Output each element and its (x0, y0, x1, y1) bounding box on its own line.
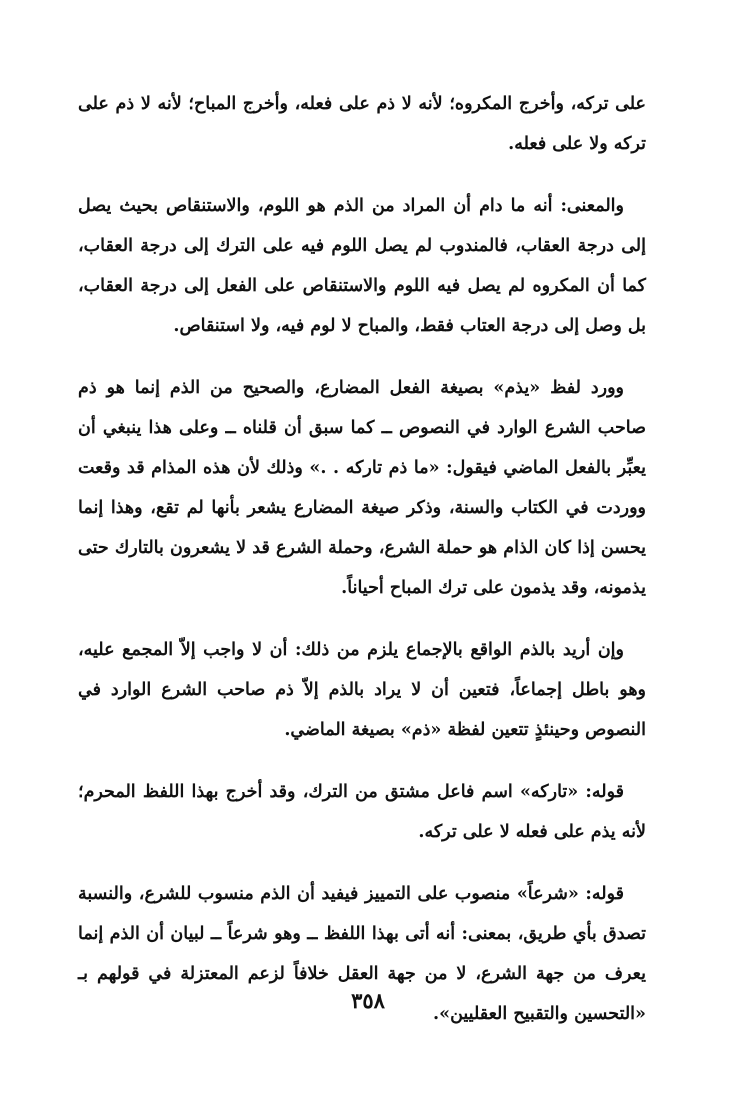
paragraph-meaning: والمعنى: أنه ما دام أن المراد من الذم هو اللوم، والاستنقاص بحيث يصل إلى درجة العقاب، فالمندوب لم يصل اللوم فيه على الترك إلى درجة العقاب، كما أن المكروه لم يصل فيه اللوم والاستنقاص على الفعل إلى درجة العقاب، بل وصل إلى درجة العتاب فقط، والمباح لا لوم فيه، ولا استنقاص. (78, 196, 646, 336)
page-number: ٣٥٨ (351, 988, 385, 1013)
paragraph-yadhum-wording: وورد لفظ «يذم» بصيغة الفعل المضارع، والصحيح من الذم إنما هو ذم صاحب الشرع الوارد في النصوص ــ كما سبق أن قلناه ــ وعلى هذا ينبغي أن يعبِّر بالفعل الماضي فيقول: «ما ذم تاركه . .» وذلك لأن هذه المذام قد وقعت ووردت في الكتاب والسنة، وذكر صيغة المضارع يشعر بأنها لم تقع، وهذا إنما يحسن إذا كان الذام هو حملة الشرع، وحملة الشرع قد لا يشعرون بالتارك حتى يذمونه، وقد يذمون على ترك المباح أحياناً. (78, 378, 646, 598)
paragraph-consensus: وإن أريد بالذم الواقع بالإجماع يلزم من ذلك: أن لا واجب إلاّ المجمع عليه، وهو باطل إجماعاً، فتعين أن لا يراد بالذم إلاّ ذم صاحب الشرع الوارد في النصوص وحينئذٍ تتعين لفظة «ذم» بصيغة الماضي. (78, 640, 646, 740)
paragraph-tarikuhu: قوله: «تاركه» اسم فاعل مشتق من الترك، وقد أخرج بهذا اللفظ المحرم؛ لأنه يذم على فعله لا على تركه. (78, 782, 646, 842)
paragraph-1-continuation: على تركه، وأخرج المكروه؛ لأنه لا ذم على فعله، وأخرج المباح؛ لأنه لا ذم على تركه ولا على فعله. (78, 94, 646, 154)
book-page-body (78, 84, 646, 1056)
paragraph-sharan: قوله: «شرعاً» منصوب على التمييز فيفيد أن الذم منسوب للشرع، والنسبة تصدق بأي طريق، بمعنى: أنه أتى بهذا اللفظ ــ وهو شرعاً ــ لبيان أن الذم إنما يعرف من جهة الشرع، لا من جهة العقل خلافاً لزعم المعتزلة في قولهم بـ «التحسين والتقبيح العقليين». (78, 884, 646, 1024)
